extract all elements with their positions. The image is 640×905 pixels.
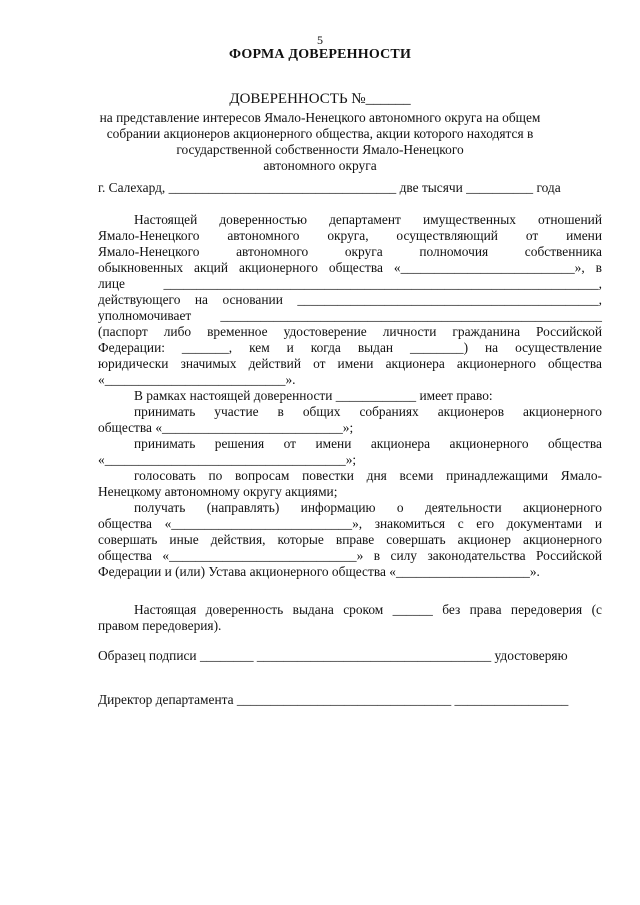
director-line: Директор департамента ________________________________ _________________: [98, 692, 569, 707]
term-line: правом передоверия).: [98, 618, 222, 633]
subtitle-line: на представление интересов Ямало-Ненецкого автономного округа на общем: [99, 110, 541, 125]
body-line: лице _________________________________________________________________,: [98, 276, 602, 291]
body-line: В рамках настоящей доверенности ____________ имеет право:: [134, 388, 493, 403]
term-line: Настоящая доверенность выдана сроком ______ без права передоверия (с: [134, 602, 602, 617]
body-line: голосовать по вопросам повестки дня всеми принадлежащими Ямало-: [134, 468, 602, 483]
body-line: Ямало-Ненецкого автономного округа, осуществляющий от имени: [98, 228, 602, 243]
document-title: ДОВЕРЕННОСТЬ №______: [229, 91, 411, 107]
body-line: Настоящей доверенностью департамент имущественных отношений: [134, 212, 602, 227]
body-line: Федерации и (или) Устава акционерного общества «____________________».: [98, 564, 540, 579]
body-line: юридически значимых действий от имени акционера акционерного общества: [98, 356, 602, 371]
body-line: Федерации: _______, кем и когда выдан ________) на осуществление: [98, 340, 602, 355]
subtitle-line: автономного округа: [263, 158, 377, 173]
body-line: действующего на основании _____________________________________________,: [98, 292, 602, 307]
body-line: «___________________________».: [98, 372, 296, 387]
city-date-line: г. Салехард, __________________________________ две тысячи __________ года: [98, 180, 561, 195]
body-line: обыкновенных акций акционерного общества «__________________________», в: [98, 260, 602, 275]
page-number: 5: [317, 33, 323, 47]
body-line: получать (направлять) информацию о деятельности акционерного: [134, 500, 602, 515]
body-line: «____________________________________»;: [98, 452, 357, 467]
subtitle-line: государственной собственности Ямало-Ненецкого: [176, 142, 464, 157]
body-line: принимать решения от имени акционера акционерного общества: [134, 436, 602, 451]
form-title: ФОРМА ДОВЕРЕННОСТИ: [228, 47, 412, 62]
subtitle-line: собрании акционеров акционерного общества, акции которого находятся в: [106, 126, 534, 141]
body-line: общества «____________________________» в силу законодательства Российской: [98, 548, 602, 563]
body-line: совершать иные действия, которые вправе совершать акционер акционерного: [98, 532, 602, 547]
body-line: Ямало-Ненецкого автономного округа полномочия собственника: [98, 244, 602, 259]
body-line: принимать участие в общих собраниях акционеров акционерного: [134, 404, 602, 419]
body-line: уполномочивает _________________________________________________________: [98, 308, 602, 323]
body-line: (паспорт либо временное удостоверение личности гражданина Российской: [98, 324, 602, 339]
body-line: Ненецкому автономному округу акциями;: [98, 484, 338, 499]
body-line: общества «___________________________»;: [98, 420, 354, 435]
signature-sample-line: Образец подписи ________ ___________________________________ удостоверяю: [98, 648, 568, 663]
body-line: общества «___________________________», знакомиться с его документами и: [98, 516, 602, 531]
